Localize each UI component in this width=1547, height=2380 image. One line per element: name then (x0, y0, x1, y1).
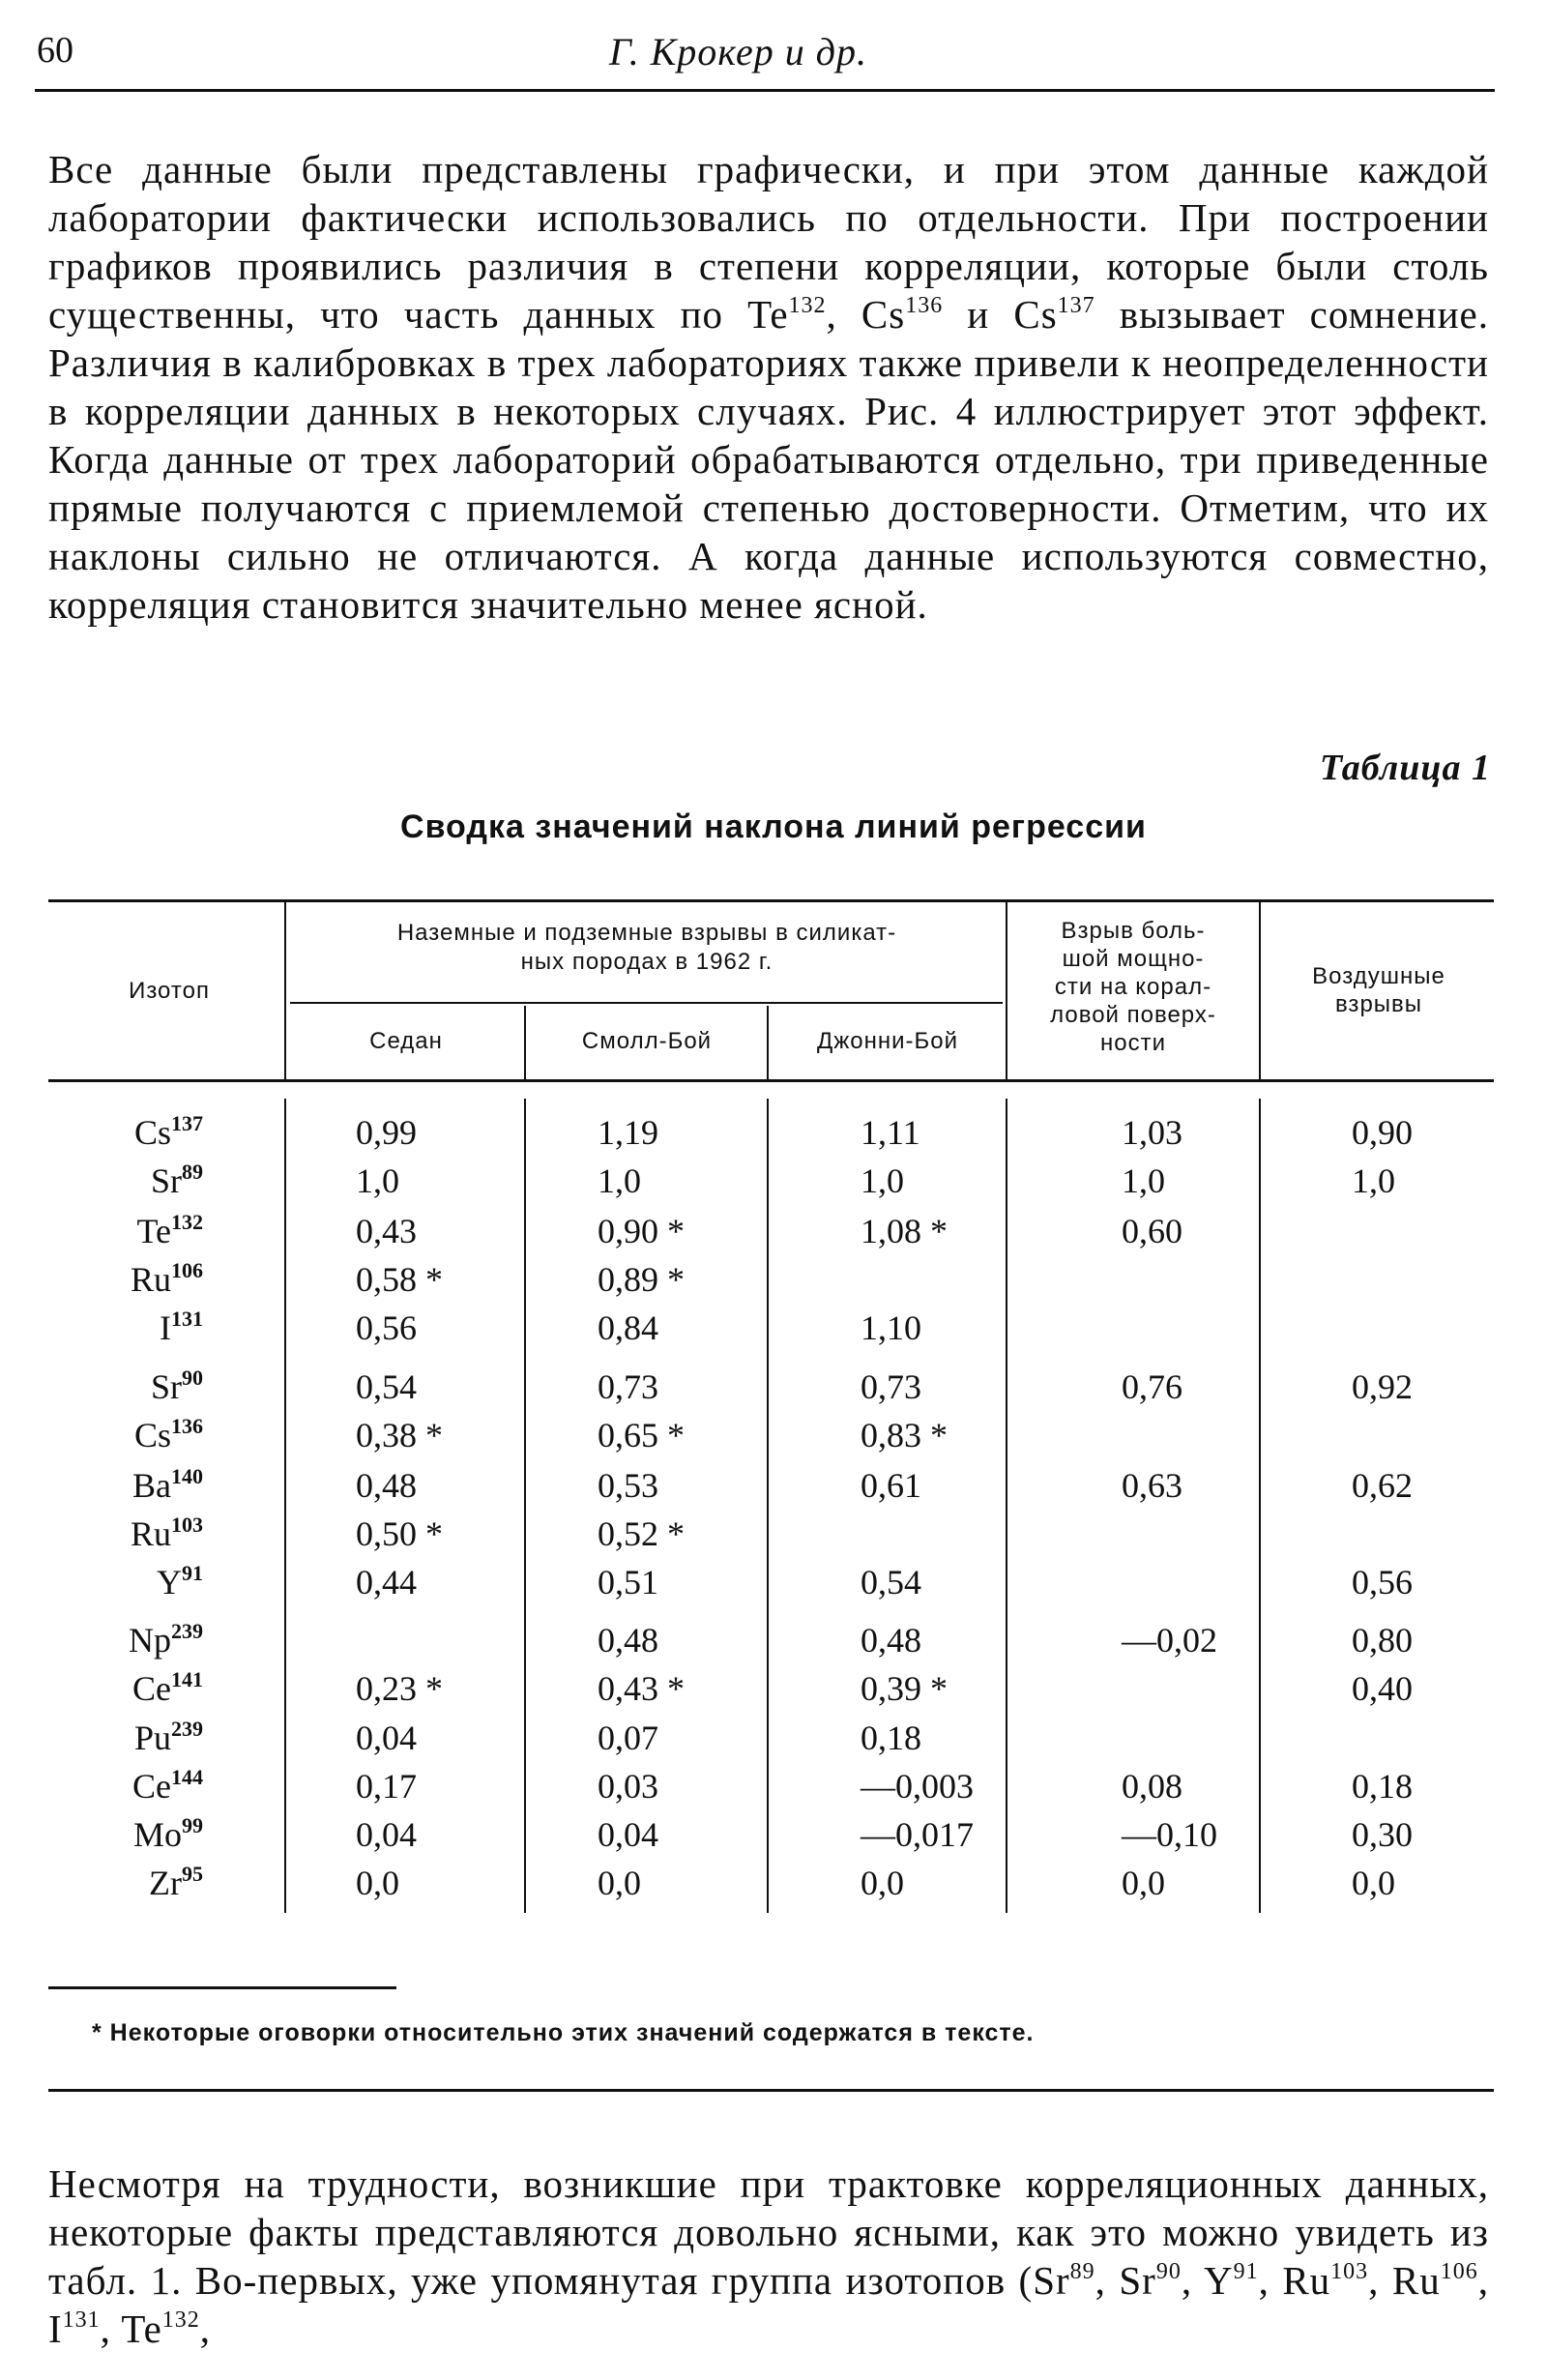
table-cell-johnny: 1,11 (861, 1113, 920, 1152)
table-cell-small: 0,0 (598, 1864, 641, 1902)
page-number: 60 (37, 30, 73, 71)
isotope-cell: Np$^{239}$ (129, 1619, 203, 1660)
isotope-cell: Pu$^{239}$ (133, 1717, 203, 1757)
isotope-cell: Sr$^{90}$ (150, 1366, 203, 1406)
table-subheader-rule (290, 1002, 1003, 1004)
table-cell-sedan: 0,0 (356, 1864, 399, 1902)
isotope-cell: Zr$^{95}$ (149, 1862, 203, 1902)
table-cell-small: 0,03 (598, 1767, 658, 1806)
table-cell-sedan: 0,04 (356, 1719, 417, 1757)
table-cell-sedan: 0,99 (356, 1113, 417, 1152)
isotope-cell: Ba$^{140}$ (132, 1464, 203, 1505)
isotope-cell: Sr$^{89}$ (150, 1160, 203, 1200)
col-header-air-line2: взрывы (1334, 991, 1423, 1017)
table-cell-small: 0,04 (598, 1815, 658, 1854)
header-vline-4 (1006, 901, 1007, 1079)
table-cell-sedan: 0,58 * (356, 1260, 443, 1299)
col-header-coral-line4: ловой поверх- (1050, 1002, 1216, 1028)
table-cell-johnny: 0,73 (861, 1367, 921, 1406)
table-cell-coral: 0,76 (1122, 1367, 1182, 1406)
table-cell-coral: —0,02 (1122, 1621, 1217, 1660)
body-paragraph-1: Все данные были представлены графически, и при этом данные каждой лаборатории фактически использовались по отдельности. При построении графиков проявились различия в степени корреляции, которые были столь существенны, что часть данных по Te$^{132}$, Cs$^{136}$ и Cs$^{137}$ вызывает сомнение. Различия в калибровках в трех лабораториях также привели к неопределенности в корреляции данных в некоторых случаях. Рис. 4 иллюстрирует этот эффект. Когда данные от трех лабораторий обрабатываются отдельно, три приведенные прямые получаются с приемлемой степенью достоверности. Отметим, что их наклоны сильно не отличаются. А когда данные используются совместно, корреляция становится значительно менее ясной. (48, 147, 1489, 627)
table-cell-johnny: 0,39 * (861, 1669, 948, 1708)
table-cell-sedan: 0,17 (356, 1767, 417, 1806)
table-cell-air: 0,0 (1352, 1864, 1395, 1902)
table-cell-coral: 0,63 (1122, 1466, 1182, 1505)
table-cell-small: 0,73 (598, 1367, 658, 1406)
col-header-group-line2: ных породах в 1962 г. (520, 949, 774, 975)
section-rule (48, 2089, 1494, 2092)
table-cell-sedan: 0,54 (356, 1367, 417, 1406)
table-cell-coral: 1,03 (1122, 1113, 1182, 1152)
table-label: Таблица 1 (1319, 748, 1491, 788)
table-cell-small: 0,51 (598, 1563, 658, 1601)
table-cell-small: 0,90 * (598, 1212, 685, 1250)
table-cell-air: 0,30 (1352, 1815, 1413, 1854)
header-vline-1 (284, 901, 286, 1079)
table-cell-small: 0,52 * (598, 1514, 685, 1553)
header-vline-5 (1259, 901, 1261, 1079)
isotope-cell: Ce$^{141}$ (132, 1667, 203, 1708)
table-cell-johnny: 1,08 * (861, 1212, 948, 1250)
table-title: Сводка значений наклона линий регрессии (400, 808, 1147, 845)
table-cell-coral: 1,0 (1122, 1161, 1165, 1200)
table-cell-air: 0,18 (1352, 1767, 1413, 1806)
body-vline-1 (284, 1099, 286, 1913)
header-vline-2 (524, 1006, 526, 1079)
isotope-cell: Ru$^{106}$ (130, 1258, 203, 1299)
table-cell-air: 0,62 (1352, 1466, 1413, 1505)
col-header-isotope: Изотоп (129, 978, 210, 1004)
col-header-johnny-boy: Джонни-Бой (816, 1028, 959, 1054)
col-header-sedan: Седан (369, 1028, 443, 1054)
isotope-cell: Ru$^{103}$ (130, 1513, 203, 1553)
table-cell-air: 0,56 (1352, 1563, 1413, 1601)
table-cell-air: 1,0 (1352, 1161, 1395, 1200)
table-cell-sedan: 0,56 (356, 1308, 417, 1347)
table-cell-johnny: 0,61 (861, 1466, 921, 1505)
col-header-coral-line1: Взрыв боль- (1061, 918, 1206, 944)
col-header-air-line1: Воздушные (1312, 963, 1445, 989)
table-header-bottom-rule (48, 1079, 1494, 1082)
isotope-cell: Cs$^{137}$ (133, 1111, 203, 1152)
table-cell-air: 0,92 (1352, 1367, 1413, 1406)
table-cell-coral: 0,0 (1122, 1864, 1165, 1902)
running-title: Г. Крокер и др. (609, 30, 868, 73)
table-cell-sedan: 0,38 * (356, 1416, 443, 1454)
isotope-cell: $Y^{91}$ (157, 1561, 203, 1601)
table-cell-johnny: 0,18 (861, 1719, 921, 1757)
table-cell-coral: —0,10 (1122, 1815, 1217, 1854)
table-cell-johnny: 0,54 (861, 1563, 921, 1601)
table-cell-small: 0,48 (598, 1621, 658, 1660)
table-cell-air: 0,80 (1352, 1621, 1413, 1660)
col-header-small-boy: Смолл-Бой (581, 1028, 713, 1054)
header-rule (35, 89, 1495, 92)
table-cell-air: 0,90 (1352, 1113, 1413, 1152)
body-vline-3 (767, 1099, 769, 1913)
table-cell-johnny: —0,003 (861, 1767, 974, 1806)
isotope-cell: Ce$^{144}$ (132, 1765, 203, 1806)
body-vline-2 (524, 1099, 526, 1913)
table-cell-coral: 0,08 (1122, 1767, 1182, 1806)
table-cell-small: 0,43 * (598, 1669, 685, 1708)
col-header-group-line1: Наземные и подземные взрывы в силикат- (396, 920, 897, 946)
footnote-rule (48, 1986, 396, 1989)
isotope-cell: Cs$^{136}$ (133, 1414, 203, 1454)
table-cell-small: 1,0 (598, 1161, 641, 1200)
table-cell-sedan: 1,0 (356, 1161, 399, 1200)
table-cell-sedan: 0,48 (356, 1466, 417, 1505)
table-cell-johnny: 1,10 (861, 1308, 921, 1347)
table-cell-coral: 0,60 (1122, 1212, 1182, 1250)
table-cell-johnny: 0,0 (861, 1864, 904, 1902)
table-cell-johnny: 0,48 (861, 1621, 921, 1660)
table-cell-sedan: 0,23 * (356, 1669, 443, 1708)
isotope-cell: Te$^{132}$ (136, 1210, 203, 1250)
table-cell-small: 0,89 * (598, 1260, 685, 1299)
table-cell-small: 1,19 (598, 1113, 658, 1152)
table-cell-johnny: 0,83 * (861, 1416, 948, 1454)
col-header-coral-line5: ности (1100, 1030, 1166, 1056)
table-cell-johnny: 1,0 (861, 1161, 904, 1200)
isotope-cell: $I^{131}$ (160, 1307, 203, 1347)
table-cell-johnny: —0,017 (861, 1815, 974, 1854)
body-vline-5 (1259, 1099, 1261, 1913)
header-vline-3 (767, 1006, 769, 1079)
col-header-coral-line2: шой мощно- (1062, 946, 1205, 972)
table-cell-small: 0,53 (598, 1466, 658, 1505)
body-paragraph-2: Несмотря на трудности, возникшие при трактовке корреляционных данных, некоторые факты представляются довольно ясными, как это можно увидеть из табл. 1. Во-первых, уже упомянутая группа изотопов (Sr$^{89}$, Sr$^{90}$, $Y^{91}$, Ru$^{103}$, Ru$^{106}$, $I^{131}$, Te$^{132}$, (48, 2161, 1489, 2351)
table-top-rule (48, 899, 1494, 902)
table-cell-small: 0,84 (598, 1308, 658, 1347)
table-cell-sedan: 0,04 (356, 1815, 417, 1854)
table-cell-sedan: 0,50 * (356, 1514, 443, 1553)
table-cell-sedan: 0,43 (356, 1212, 417, 1250)
table-cell-sedan: 0,44 (356, 1563, 417, 1601)
table-footnote: * Некоторые оговорки относительно этих значений содержатся в тексте. (92, 2019, 1035, 2046)
table-cell-air: 0,40 (1352, 1669, 1413, 1708)
table-cell-small: 0,65 * (598, 1416, 685, 1454)
isotope-cell: Mo$^{99}$ (132, 1813, 203, 1854)
col-header-coral-line3: сти на корал- (1054, 974, 1212, 1000)
body-vline-4 (1006, 1099, 1007, 1913)
table-cell-small: 0,07 (598, 1719, 658, 1757)
